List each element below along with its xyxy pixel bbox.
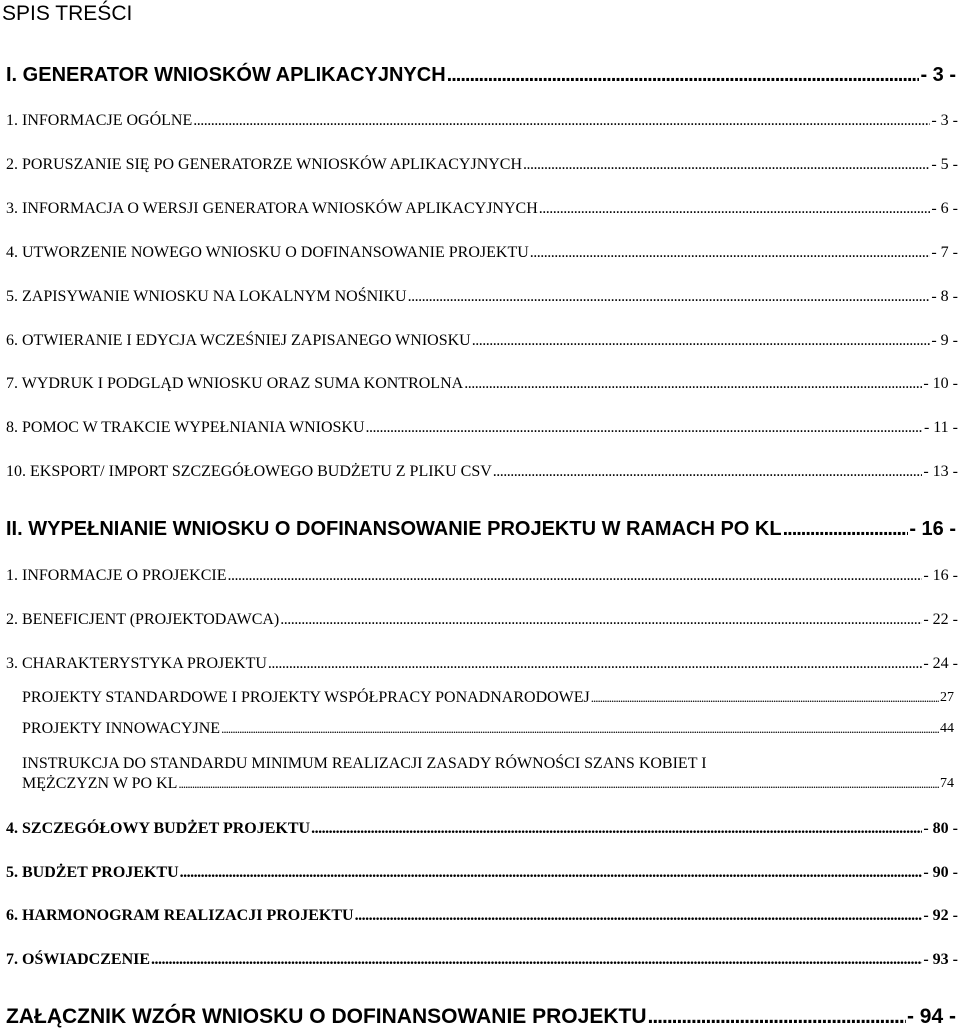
toc-subitem[interactable] <box>22 688 954 708</box>
toc-item[interactable] <box>6 906 958 926</box>
dot-leader <box>268 654 922 674</box>
dot-leader <box>539 199 931 219</box>
toc-subitem-label: PROJEKTY INNOWACYJNE <box>22 720 221 737</box>
toc-part-label: II. WYPEŁNIANIE WNIOSKU O DOFINANSOWANIE PROJEKTU W RAMACH PO KL <box>6 518 782 540</box>
toc-page-number: - 16 - <box>923 567 958 584</box>
toc-item-label: 6. OTWIERANIE I EDYCJA WCZEŚNIEJ ZAPISANEGO WNIOSKU <box>6 332 471 349</box>
toc-item[interactable] <box>6 462 958 482</box>
toc-item-label: 2. BENEFICJENT (PROJEKTODAWCA) <box>6 611 280 628</box>
toc-page-number: - 11 - <box>923 419 958 436</box>
toc-part-label: I. GENERATOR WNIOSKÓW APLIKACYJNYCH <box>6 64 446 86</box>
toc-page-number: - 94 - <box>906 1005 956 1028</box>
toc-page-number: - 92 - <box>923 907 958 924</box>
toc-item[interactable] <box>6 610 958 630</box>
toc-page-number: - 22 - <box>923 611 958 628</box>
toc-item-label: 6. HARMONOGRAM REALIZACJI PROJEKTU <box>6 907 354 924</box>
toc-item-label: 2. PORUSZANIE SIĘ PO GENERATORZE WNIOSKÓW APLIKACYJNYCH <box>6 156 523 173</box>
toc-item[interactable] <box>6 111 958 131</box>
toc-item[interactable] <box>6 566 958 586</box>
dot-leader <box>647 1005 906 1029</box>
toc-subitem-multiline[interactable] <box>22 754 954 794</box>
dot-leader <box>193 111 930 131</box>
dot-leader <box>180 863 923 883</box>
toc-item-label: 7. OŚWIADCZENIE <box>6 951 151 968</box>
toc-item-label: 7. WYDRUK I PODGLĄD WNIOSKU ORAZ SUMA KONTROLNA <box>6 375 464 392</box>
dot-leader <box>464 374 922 394</box>
toc-item[interactable] <box>6 374 958 394</box>
toc-item-label: 4. SZCZEGÓŁOWY BUDŻET PROJEKTU <box>6 820 311 837</box>
toc-item[interactable] <box>6 287 958 307</box>
toc-item-label: 8. POMOC W TRAKCIE WYPEŁNIANIA WNIOSKU <box>6 419 365 436</box>
dot-leader <box>355 906 923 926</box>
toc-page-number: - 93 - <box>923 951 958 968</box>
toc-page-number: 74 <box>940 776 954 791</box>
toc-page-number: - 6 - <box>931 200 958 217</box>
toc-page-number: - 10 - <box>923 375 958 392</box>
toc-part-2[interactable] <box>6 517 956 541</box>
toc-page-number: - 9 - <box>931 332 958 349</box>
toc-item[interactable] <box>6 331 958 351</box>
toc-item-label: 1. INFORMACJE O PROJEKCIE <box>6 567 227 584</box>
dot-leader <box>447 63 920 87</box>
toc-page-number: - 3 - <box>920 64 956 86</box>
toc-page-number: - 7 - <box>931 244 958 261</box>
toc-item[interactable] <box>6 199 958 219</box>
toc-title: SPIS TREŚCI <box>2 2 133 25</box>
toc-item[interactable] <box>6 863 958 883</box>
toc-item[interactable] <box>6 950 958 970</box>
dot-leader <box>493 462 923 482</box>
toc-subitem-label: PROJEKTY STANDARDOWE I PROJEKTY WSPÓŁPRACY PONADNARODOWEJ <box>22 689 590 706</box>
toc-page-number: - 80 - <box>923 820 958 837</box>
toc-page-number: - 24 - <box>923 655 958 672</box>
toc-item[interactable] <box>6 418 958 438</box>
dot-leader <box>530 243 931 263</box>
dot-leader <box>408 287 931 307</box>
toc-part-label: ZAŁĄCZNIK WZÓR WNIOSKU O DOFINANSOWANIE PROJEKTU <box>6 1005 647 1028</box>
toc-item-label: 4. UTWORZENIE NOWEGO WNIOSKU O DOFINANSOWANIE PROJEKTU <box>6 244 529 261</box>
dot-leader <box>783 517 909 541</box>
toc-subitem-label-cont: MĘŻCZYZN W PO KL <box>22 775 178 792</box>
toc-item-label: 3. INFORMACJA O WERSJI GENERATORA WNIOSKÓW APLIKACYJNYCH <box>6 200 538 217</box>
toc-page-number: - 90 - <box>923 864 958 881</box>
toc-item-label: 5. ZAPISYWANIE WNIOSKU NA LOKALNYM NOŚNIKU <box>6 288 407 305</box>
dot-leader <box>311 819 922 839</box>
dot-leader <box>280 610 922 630</box>
toc-page-number: 27 <box>940 690 954 705</box>
toc-page-number: - 3 - <box>931 112 958 129</box>
dot-leader <box>227 566 922 586</box>
toc-item-label: 10. EKSPORT/ IMPORT SZCZEGÓŁOWEGO BUDŻETU Z PLIKU CSV <box>6 463 492 480</box>
dot-leader <box>472 331 931 351</box>
toc-item-label: 3. CHARAKTERYSTYKA PROJEKTU <box>6 655 267 672</box>
toc-item[interactable] <box>6 243 958 263</box>
toc-item-label: 5. BUDŻET PROJEKTU <box>6 864 179 881</box>
toc-page-number: - 8 - <box>931 288 958 305</box>
toc-page-number: - 13 - <box>923 463 958 480</box>
dot-leader <box>151 950 922 970</box>
dot-leader <box>366 418 923 438</box>
toc-part-1[interactable] <box>6 63 956 87</box>
toc-page-number: - 5 - <box>931 156 958 173</box>
toc-subitem-label: INSTRUKCJA DO STANDARDU MINIMUM REALIZACJI ZASADY RÓWNOŚCI SZANS KOBIET I <box>22 755 707 772</box>
toc-subitem[interactable] <box>22 719 954 739</box>
toc-item[interactable] <box>6 819 958 839</box>
toc-page-number: 44 <box>940 721 954 736</box>
toc-item-label: 1. INFORMACJE OGÓLNE <box>6 112 193 129</box>
toc-item[interactable] <box>6 155 958 175</box>
toc-appendix[interactable] <box>6 1005 956 1029</box>
dot-leader <box>523 155 930 175</box>
dot-leader <box>221 719 939 739</box>
dot-leader <box>591 688 939 708</box>
dot-leader <box>178 774 939 794</box>
toc-page-number: - 16 - <box>909 518 956 540</box>
toc-subitem-line2 <box>22 774 954 794</box>
toc-item[interactable] <box>6 654 958 674</box>
